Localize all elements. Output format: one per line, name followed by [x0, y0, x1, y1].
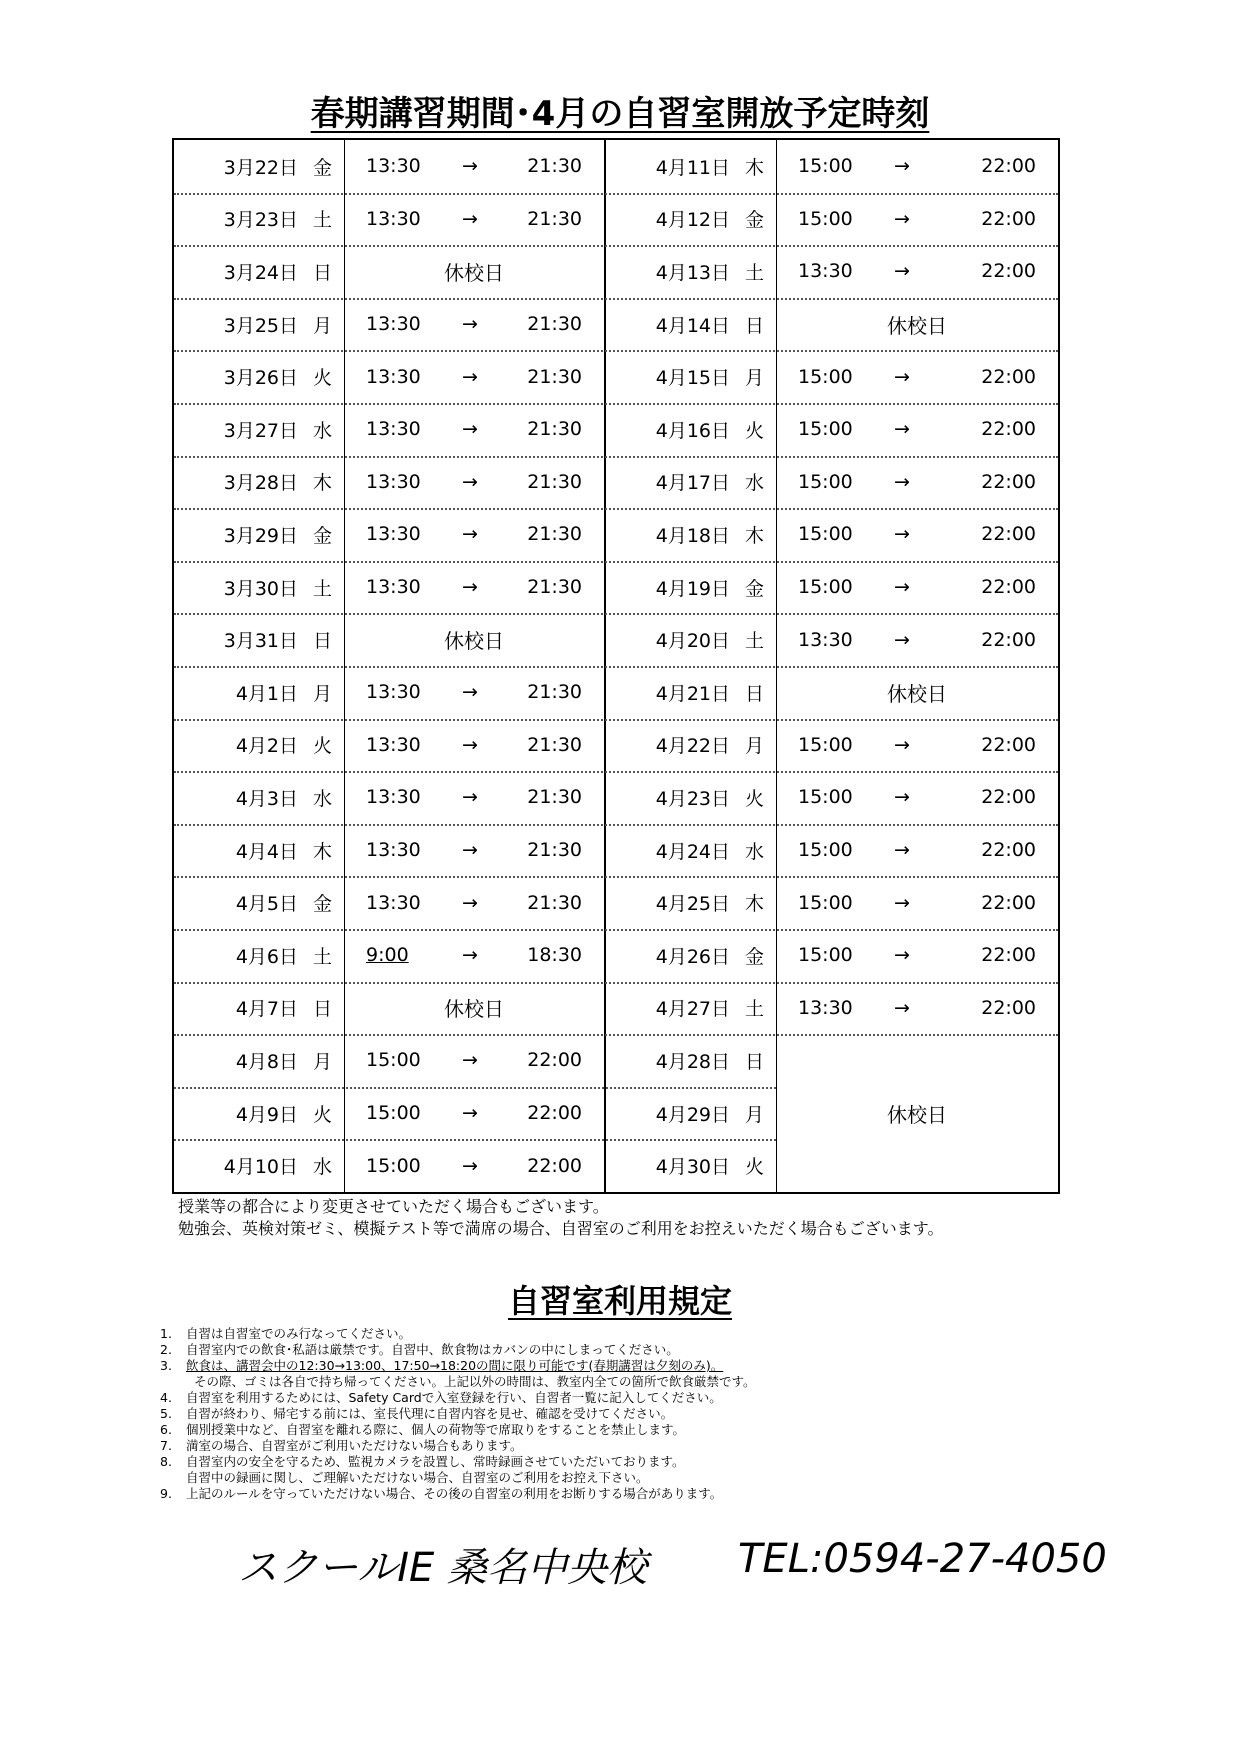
- weekday-label: 火: [312, 367, 332, 390]
- date-label: 4月24日: [655, 840, 730, 863]
- rule-item: [160, 1326, 756, 1342]
- start-time: 15:00: [798, 839, 853, 862]
- rule-text: 個別授業中など、自習室を離れる際に、個人の荷物等で席取りをすることを禁止します。: [186, 1422, 686, 1437]
- rule-item: [160, 1342, 756, 1358]
- arrow-icon: →: [462, 313, 478, 336]
- note-line: 授業等の都合により変更させていただく場合もございます。: [178, 1197, 609, 1216]
- weekday-label: 金: [744, 945, 764, 968]
- end-time: 21:30: [527, 523, 582, 546]
- date-cell: [604, 824, 764, 877]
- arrow-icon: →: [462, 891, 478, 914]
- date-cell: [174, 140, 332, 193]
- end-time: 22:00: [981, 944, 1036, 967]
- rule-continuation: その際、ゴミは各自で持ち帰ってください。上記以外の時間は、教室内全ての箇所で飲食厳禁です。: [194, 1374, 756, 1389]
- time-range: [776, 403, 1058, 456]
- arrow-icon: →: [462, 155, 478, 178]
- start-time: 15:00: [366, 1102, 421, 1125]
- date-label: 4月26日: [655, 945, 730, 968]
- time-range: [776, 140, 1058, 193]
- date-label: 4月17日: [655, 472, 730, 495]
- weekday-label: 土: [312, 209, 332, 232]
- date-label: 3月29日: [223, 524, 298, 547]
- time-range: [344, 666, 604, 719]
- date-label: 4月5日: [235, 893, 298, 916]
- date-cell: [174, 508, 332, 561]
- weekday-label: 日: [744, 682, 764, 705]
- end-time: 21:30: [527, 365, 582, 388]
- date-label: 4月21日: [655, 682, 730, 705]
- rule-item: [160, 1406, 756, 1422]
- start-time: 15:00: [798, 155, 853, 178]
- date-label: 4月25日: [655, 893, 730, 916]
- closed-day-label: 休校日: [444, 997, 504, 1022]
- time-range: [344, 1034, 604, 1087]
- weekday-label: 土: [312, 577, 332, 600]
- start-time: 13:30: [366, 576, 421, 599]
- date-label: 3月24日: [223, 261, 298, 284]
- date-cell: [174, 456, 332, 509]
- arrow-icon: →: [462, 207, 478, 230]
- arrow-icon: →: [894, 576, 910, 599]
- time-range: [776, 982, 1058, 1035]
- date-cell: [174, 982, 332, 1035]
- rule-number: 2.: [160, 1342, 172, 1357]
- date-label: 4月23日: [655, 787, 730, 810]
- date-cell: [174, 403, 332, 456]
- time-range: [776, 613, 1058, 666]
- start-time: 15:00: [798, 576, 853, 599]
- date-label: 4月8日: [235, 1050, 298, 1073]
- date-cell: [604, 719, 764, 772]
- date-label: 4月2日: [235, 735, 298, 758]
- end-time: 22:00: [981, 470, 1036, 493]
- start-time: 15:00: [798, 418, 853, 441]
- arrow-icon: →: [462, 1154, 478, 1177]
- weekday-label: 水: [744, 840, 764, 863]
- time-range: [344, 140, 604, 193]
- rule-text: 満室の場合、自習室がご利用いただけない場合もあります。: [186, 1438, 523, 1453]
- date-cell: [604, 1034, 764, 1087]
- rule-number: 4.: [160, 1390, 172, 1405]
- rule-continuation: 自習中の録画に関し、ご理解いただけない場合、自習室のご利用をお控え下さい。: [186, 1470, 649, 1485]
- weekday-label: 火: [312, 1103, 332, 1126]
- start-time: 15:00: [798, 365, 853, 388]
- start-time: 13:30: [798, 260, 853, 283]
- arrow-icon: →: [894, 628, 910, 651]
- date-label: 4月12日: [655, 209, 730, 232]
- start-time: 13:30: [366, 839, 421, 862]
- end-time: 22:00: [981, 891, 1036, 914]
- weekday-label: 水: [312, 787, 332, 810]
- date-label: 4月29日: [655, 1103, 730, 1126]
- weekday-label: 木: [312, 840, 332, 863]
- arrow-icon: →: [894, 365, 910, 388]
- weekday-label: 金: [312, 524, 332, 547]
- end-time: 22:00: [981, 839, 1036, 862]
- arrow-icon: →: [462, 365, 478, 388]
- footer: [238, 1536, 1107, 1593]
- date-label: 4月3日: [235, 787, 298, 810]
- school-name: スクールIE 桑名中央校: [238, 1545, 647, 1591]
- end-time: 21:30: [527, 891, 582, 914]
- date-cell: [604, 1087, 764, 1140]
- date-cell: [174, 193, 332, 246]
- time-range: [344, 876, 604, 929]
- arrow-icon: →: [462, 1049, 478, 1072]
- start-time: 13:30: [366, 891, 421, 914]
- arrow-icon: →: [894, 155, 910, 178]
- rule-item: [160, 1358, 756, 1390]
- date-cell: [174, 561, 332, 614]
- weekday-label: 月: [744, 735, 764, 758]
- rule-item: [160, 1486, 756, 1502]
- start-time: 13:30: [366, 418, 421, 441]
- rule-text: 自習室内での飲食･私語は厳禁です。自習中、飲食物はカバンの中にしまってください。: [186, 1342, 679, 1357]
- arrow-icon: →: [462, 576, 478, 599]
- weekday-label: 月: [744, 1103, 764, 1126]
- date-label: 4月1日: [235, 682, 298, 705]
- time-range: [344, 1087, 604, 1140]
- start-time: 13:30: [798, 996, 853, 1019]
- weekday-label: 土: [744, 630, 764, 653]
- closed-day-label: 休校日: [444, 260, 504, 285]
- date-cell: [174, 824, 332, 877]
- end-time: 22:00: [981, 996, 1036, 1019]
- date-label: 3月23日: [223, 209, 298, 232]
- end-time: 22:00: [981, 155, 1036, 178]
- start-time: 13:30: [366, 207, 421, 230]
- phone-number: TEL:0594-27-4050: [738, 1536, 1107, 1582]
- rule-text: 飲食は、講習会中の12:30→13:00、17:50→18:20の間に限り可能です(春期講習は夕刻のみ)。: [186, 1358, 724, 1373]
- start-time: 13:30: [366, 313, 421, 336]
- date-cell: [604, 403, 764, 456]
- date-cell: [604, 666, 764, 719]
- weekday-label: 火: [312, 735, 332, 758]
- date-cell: [604, 561, 764, 614]
- time-range: [344, 561, 604, 614]
- rule-item: [160, 1422, 756, 1438]
- note-line: 勉強会、英検対策ゼミ、模擬テスト等で満席の場合、自習室のご利用をお控えいただく場合もございます。: [178, 1219, 944, 1238]
- arrow-icon: →: [462, 733, 478, 756]
- date-cell: [604, 982, 764, 1035]
- end-time: 18:30: [527, 944, 582, 967]
- date-cell: [604, 929, 764, 982]
- closed-day-label: 休校日: [444, 629, 504, 654]
- start-time: 13:30: [366, 681, 421, 704]
- weekday-label: 土: [312, 945, 332, 968]
- end-time: 21:30: [527, 207, 582, 230]
- date-cell: [174, 613, 332, 666]
- rule-text: 自習室内の安全を守るため、監視カメラを設置し、常時録画させていただいております。: [186, 1454, 685, 1469]
- arrow-icon: →: [894, 470, 910, 493]
- end-time: 22:00: [981, 576, 1036, 599]
- time-range: [776, 824, 1058, 877]
- end-time: 21:30: [527, 470, 582, 493]
- arrow-icon: →: [894, 418, 910, 441]
- start-time: 15:00: [798, 470, 853, 493]
- date-label: 4月19日: [655, 577, 730, 600]
- arrow-icon: →: [462, 786, 478, 809]
- date-cell: [604, 350, 764, 403]
- time-range: [344, 456, 604, 509]
- weekday-label: 木: [744, 524, 764, 547]
- end-time: 21:30: [527, 681, 582, 704]
- date-label: 3月30日: [223, 577, 298, 600]
- time-range: [776, 245, 1058, 298]
- time-range: [344, 508, 604, 561]
- date-label: 4月14日: [655, 314, 730, 337]
- date-label: 4月16日: [655, 419, 730, 442]
- date-cell: [604, 245, 764, 298]
- date-cell: [604, 193, 764, 246]
- end-time: 22:00: [981, 523, 1036, 546]
- time-range: [344, 824, 604, 877]
- date-cell: [174, 1139, 332, 1192]
- weekday-label: 金: [312, 156, 332, 179]
- arrow-icon: →: [894, 996, 910, 1019]
- date-label: 4月7日: [235, 998, 298, 1021]
- weekday-label: 水: [312, 419, 332, 442]
- rule-number: 9.: [160, 1486, 172, 1501]
- arrow-icon: →: [894, 786, 910, 809]
- closed-day-label: 休校日: [887, 681, 947, 706]
- date-cell: [604, 613, 764, 666]
- date-label: 4月20日: [655, 630, 730, 653]
- time-range: [344, 350, 604, 403]
- arrow-icon: →: [894, 891, 910, 914]
- end-time: 22:00: [981, 786, 1036, 809]
- start-time: 15:00: [798, 786, 853, 809]
- start-time: 15:00: [798, 891, 853, 914]
- weekday-label: 日: [744, 1050, 764, 1073]
- end-time: 21:30: [527, 733, 582, 756]
- weekday-label: 月: [312, 682, 332, 705]
- date-cell: [604, 456, 764, 509]
- start-time: 15:00: [366, 1049, 421, 1072]
- rule-number: 3.: [160, 1358, 172, 1373]
- end-time: 22:00: [981, 207, 1036, 230]
- date-cell: [174, 719, 332, 772]
- weekday-label: 火: [744, 1156, 764, 1179]
- weekday-label: 月: [312, 314, 332, 337]
- start-time: 15:00: [798, 733, 853, 756]
- arrow-icon: →: [894, 944, 910, 967]
- date-label: 4月18日: [655, 524, 730, 547]
- time-range: [344, 771, 604, 824]
- time-range: [776, 771, 1058, 824]
- arrow-icon: →: [462, 681, 478, 704]
- closed-day-label: 休校日: [887, 313, 947, 338]
- time-range: [344, 929, 604, 982]
- end-time: 22:00: [981, 260, 1036, 283]
- time-range: [776, 561, 1058, 614]
- start-time: 13:30: [366, 365, 421, 388]
- date-label: 4月6日: [235, 945, 298, 968]
- date-label: 4月13日: [655, 261, 730, 284]
- arrow-icon: →: [462, 1102, 478, 1125]
- date-cell: [604, 508, 764, 561]
- time-range: [776, 719, 1058, 772]
- end-time: 21:30: [527, 418, 582, 441]
- arrow-icon: →: [462, 944, 478, 967]
- arrow-icon: →: [894, 260, 910, 283]
- rules-title: 自習室利用規定: [507, 1282, 732, 1320]
- date-label: 4月30日: [655, 1156, 730, 1179]
- arrow-icon: →: [894, 839, 910, 862]
- end-time: 21:30: [527, 155, 582, 178]
- arrow-icon: →: [462, 470, 478, 493]
- rule-item: [160, 1390, 756, 1406]
- arrow-icon: →: [462, 523, 478, 546]
- weekday-label: 金: [744, 577, 764, 600]
- date-cell: [174, 298, 332, 351]
- date-cell: [604, 298, 764, 351]
- date-cell: [174, 245, 332, 298]
- rule-text: 自習が終わり、帰宅する前には、室長代理に自習内容を見せ、確認を受けてください。: [186, 1406, 674, 1421]
- date-cell: [174, 771, 332, 824]
- end-time: 22:00: [527, 1154, 582, 1177]
- weekday-label: 木: [744, 156, 764, 179]
- weekday-label: 木: [312, 472, 332, 495]
- rule-item: [160, 1438, 756, 1454]
- weekday-label: 火: [744, 787, 764, 810]
- rule-number: 5.: [160, 1406, 172, 1421]
- start-time: 13:30: [798, 628, 853, 651]
- rule-number: 8.: [160, 1454, 172, 1469]
- date-cell: [604, 876, 764, 929]
- rule-text: 上記のルールを守っていただけない場合、その後の自習室の利用をお断りする場合があります。: [186, 1486, 723, 1501]
- end-time: 21:30: [527, 839, 582, 862]
- weekday-label: 月: [312, 1050, 332, 1073]
- date-label: 3月28日: [223, 472, 298, 495]
- date-label: 4月9日: [235, 1103, 298, 1126]
- rules-list: [160, 1326, 756, 1502]
- date-cell: [174, 876, 332, 929]
- date-cell: [174, 666, 332, 719]
- start-time: 13:30: [366, 470, 421, 493]
- rule-item: [160, 1454, 756, 1486]
- end-time: 21:30: [527, 786, 582, 809]
- start-time: 9:00: [366, 944, 409, 967]
- date-label: 3月25日: [223, 314, 298, 337]
- time-range: [344, 403, 604, 456]
- date-cell: [604, 1139, 764, 1192]
- start-time: 13:30: [366, 733, 421, 756]
- time-range: [776, 350, 1058, 403]
- date-label: 4月28日: [655, 1050, 730, 1073]
- date-label: 4月15日: [655, 367, 730, 390]
- start-time: 13:30: [366, 786, 421, 809]
- date-cell: [604, 140, 764, 193]
- time-range: [776, 193, 1058, 246]
- start-time: 15:00: [366, 1154, 421, 1177]
- closed-day-label: 休校日: [887, 1102, 947, 1127]
- weekday-label: 日: [312, 630, 332, 653]
- time-range: [344, 298, 604, 351]
- rule-number: 6.: [160, 1422, 172, 1437]
- time-range: [344, 193, 604, 246]
- end-time: 22:00: [981, 418, 1036, 441]
- date-label: 4月4日: [235, 840, 298, 863]
- time-range: [344, 719, 604, 772]
- date-cell: [604, 771, 764, 824]
- end-time: 21:30: [527, 313, 582, 336]
- end-time: 22:00: [981, 365, 1036, 388]
- weekday-label: 水: [312, 1156, 332, 1179]
- start-time: 13:30: [366, 523, 421, 546]
- rule-text: 自習室を利用するためには、Safety Cardで入室登録を行い、自習者一覧に記入してください。: [186, 1390, 722, 1405]
- weekday-label: 火: [744, 419, 764, 442]
- start-time: 15:00: [798, 207, 853, 230]
- start-time: 15:00: [798, 944, 853, 967]
- weekday-label: 水: [744, 472, 764, 495]
- start-time: 13:30: [366, 155, 421, 178]
- weekday-label: 土: [744, 261, 764, 284]
- end-time: 22:00: [527, 1102, 582, 1125]
- date-label: 4月27日: [655, 998, 730, 1021]
- date-label: 4月22日: [655, 735, 730, 758]
- end-time: 22:00: [981, 733, 1036, 756]
- weekday-label: 金: [312, 893, 332, 916]
- time-range: [776, 456, 1058, 509]
- date-label: 3月26日: [223, 367, 298, 390]
- date-label: 3月22日: [223, 156, 298, 179]
- time-range: [776, 876, 1058, 929]
- weekday-label: 月: [744, 367, 764, 390]
- time-range: [776, 929, 1058, 982]
- arrow-icon: →: [894, 207, 910, 230]
- date-cell: [174, 1087, 332, 1140]
- weekday-label: 日: [312, 998, 332, 1021]
- arrow-icon: →: [894, 523, 910, 546]
- weekday-label: 土: [744, 998, 764, 1021]
- time-range: [344, 1139, 604, 1192]
- page-title: 春期講習期間･4月の自習室開放予定時刻: [310, 94, 930, 134]
- date-cell: [174, 1034, 332, 1087]
- date-cell: [174, 929, 332, 982]
- weekday-label: 金: [744, 209, 764, 232]
- rule-number: 7.: [160, 1438, 172, 1453]
- arrow-icon: →: [462, 839, 478, 862]
- arrow-icon: →: [462, 418, 478, 441]
- weekday-label: 日: [744, 314, 764, 337]
- date-label: 4月10日: [223, 1156, 298, 1179]
- date-label: 3月31日: [223, 630, 298, 653]
- date-label: 3月27日: [223, 419, 298, 442]
- weekday-label: 日: [312, 261, 332, 284]
- end-time: 22:00: [981, 628, 1036, 651]
- weekday-label: 木: [744, 893, 764, 916]
- rule-number: 1.: [160, 1326, 172, 1341]
- notes: [178, 1196, 943, 1240]
- date-cell: [174, 350, 332, 403]
- end-time: 21:30: [527, 576, 582, 599]
- arrow-icon: →: [894, 733, 910, 756]
- schedule-table: [172, 138, 1060, 1194]
- date-label: 4月11日: [655, 156, 730, 179]
- rule-text: 自習は自習室でのみ行なってください。: [186, 1326, 412, 1341]
- time-range: [776, 508, 1058, 561]
- end-time: 22:00: [527, 1049, 582, 1072]
- start-time: 15:00: [798, 523, 853, 546]
